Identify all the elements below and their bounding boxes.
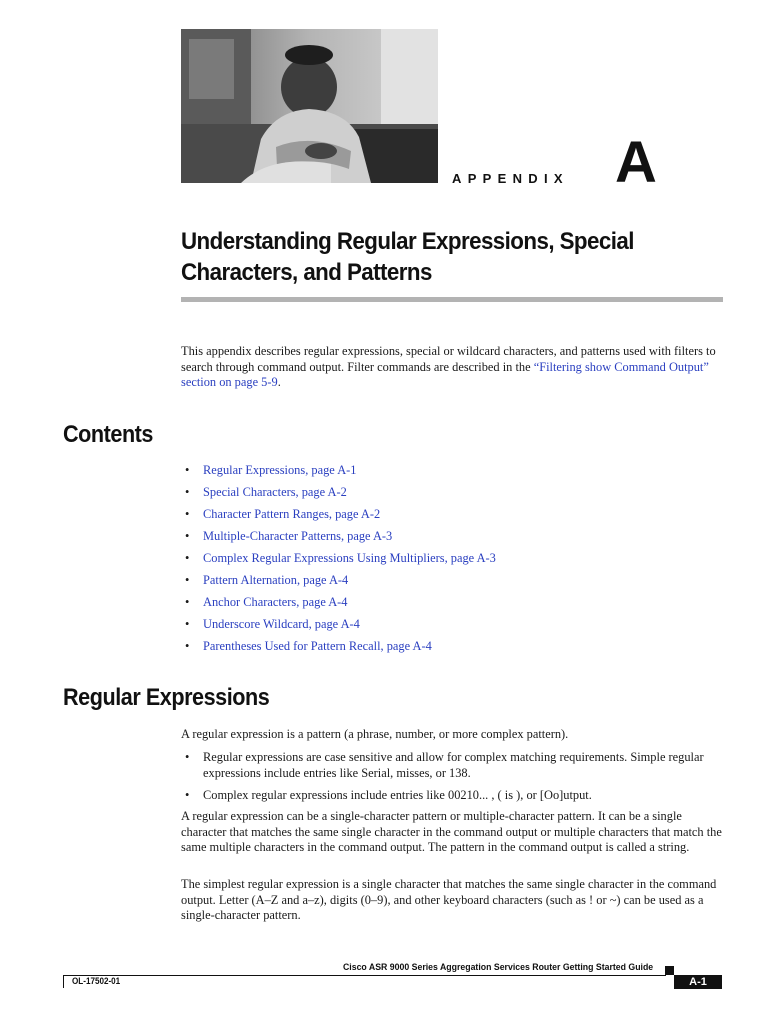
toc-link-pattern-alternation[interactable]: Pattern Alternation, page A-4 [203,573,349,587]
appendix-letter: A [615,130,657,195]
toc-link-regular-expressions[interactable]: Regular Expressions, page A-1 [203,463,357,477]
list-item [185,788,725,804]
toc-item [185,594,496,616]
intro-text: This appendix describes regular expressions, special or wildcard characters, and patterns used with filters to search through command output. Filter commands are described in the [181,344,716,374]
bullet-icon: • [185,788,190,802]
footer-tick [63,975,64,988]
toc-item [185,572,496,594]
bullet-icon: • [185,529,190,543]
contents-heading: Contents [63,421,153,448]
regular-expressions-heading: Regular Expressions [63,684,270,711]
list-item-text: Regular expressions are case sensitive and allow for complex matching requirements. Simple regular expressions include entries like Serial, misses, or 138. [203,750,704,780]
intro-text-end: . [277,375,281,389]
toc-item [185,638,496,660]
toc-item [185,550,496,572]
bullet-icon: • [185,617,190,631]
page-number: A-1 [674,975,722,989]
toc-link-underscore-wildcard[interactable]: Underscore Wildcard, page A-4 [203,617,360,631]
chapter-title [181,226,702,288]
toc-link-parentheses-pattern-recall[interactable]: Parentheses Used for Pattern Recall, page A-4 [203,639,432,653]
bullet-icon: • [185,595,190,609]
regex-bullet-list [185,750,725,811]
toc-link-character-pattern-ranges[interactable]: Character Pattern Ranges, page A-2 [203,507,381,521]
header-photo [181,29,438,183]
title-rule [181,297,723,302]
bullet-icon: • [185,573,190,587]
toc-item [185,462,496,484]
chapter-title-line2: Characters, and Patterns [181,259,432,286]
toc-link-complex-regular-expressions[interactable]: Complex Regular Expressions Using Multipliers, page A-3 [203,551,496,565]
doc-number: OL-17502-01 [72,976,121,986]
toc-item [185,484,496,506]
list-item [185,750,725,781]
contents-list [185,462,496,660]
regex-paragraph-2: A regular expression can be a single-character pattern or multiple-character pattern. It can be a single character that matches the same single character in the command output or multiple characters that match the same multiple characters in the command output. The pattern in the command output is called a string. [181,809,722,854]
list-item-text: Complex regular expressions include entries like 00210... , ( is ), or [Oo]utput. [203,788,592,802]
toc-link-special-characters[interactable]: Special Characters, page A-2 [203,485,347,499]
bullet-icon: • [185,551,190,565]
regex-paragraph-1: A regular expression is a pattern (a phrase, number, or more complex pattern). [181,727,569,741]
chapter-title-line1: Understanding Regular Expressions, Special [181,228,634,255]
bullet-icon: • [185,463,190,477]
footer-rule [63,975,666,976]
toc-item [185,616,496,638]
filtering-section-link[interactable]: “Filtering show Command Output” section on page 5-9 [181,359,709,389]
appendix-label: APPENDIX [452,171,569,186]
toc-item [185,528,496,550]
bullet-icon: • [185,750,190,764]
footer-marker [665,966,674,975]
regex-paragraph-3: The simplest regular expression is a single character that matches the same single character in the command output. Letter (A–Z and a–z), digits (0–9), and other keyboard characters (such as ! or ~) can be used as a single-character pattern. [181,877,717,922]
intro-paragraph [181,344,726,391]
toc-link-multiple-character-patterns[interactable]: Multiple-Character Patterns, page A-3 [203,529,393,543]
footer-guide-title: Cisco ASR 9000 Series Aggregation Services Router Getting Started Guide [342,962,653,973]
toc-item [185,506,496,528]
bullet-icon: • [185,507,190,521]
toc-link-anchor-characters[interactable]: Anchor Characters, page A-4 [203,595,348,609]
bullet-icon: • [185,639,190,653]
bullet-icon: • [185,485,190,499]
